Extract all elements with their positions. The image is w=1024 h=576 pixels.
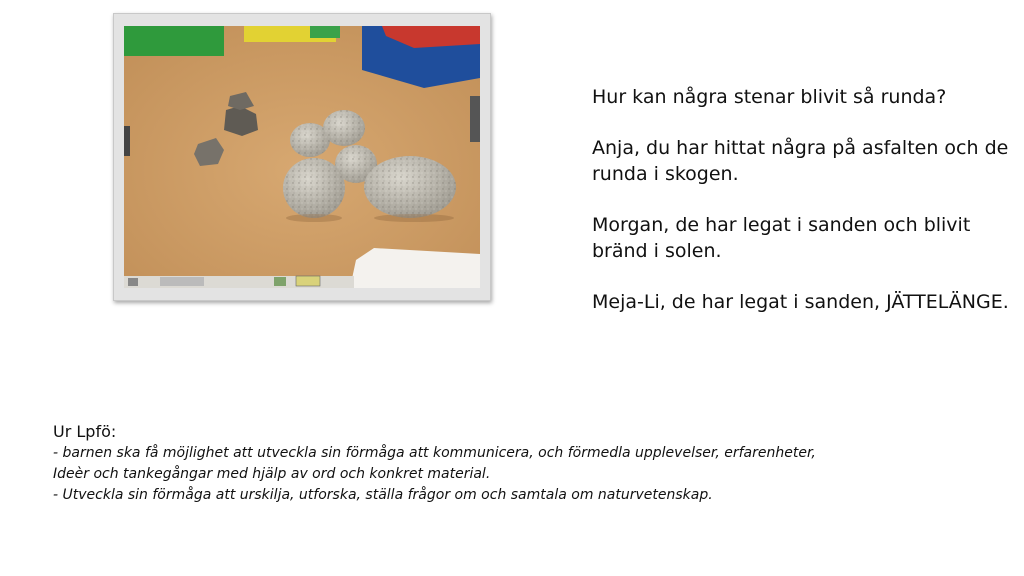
curriculum-goal-1-line-1: - barnen ska få möjlighet att utveckla sin förmåga att kommunicera, och förmedla upplevelser, erfarenheter, [53, 445, 816, 461]
quote-meja-li: Meja-Li, de har legat i sanden, JÄTTELÄNGE. [592, 291, 1009, 313]
curriculum-goal-2: - Utveckla sin förmåga att urskilja, utforska, ställa frågor om och samtala om naturvetenskap. [53, 487, 713, 503]
curriculum-heading: Ur Lpfö: [53, 422, 117, 441]
children-quotes [592, 84, 1012, 340]
curriculum-goal-1-line-2: Ideèr och tankegångar med hjälp av ord och konkret material. [53, 466, 491, 482]
quote-anja: Anja, du har hittat några på asfalten och de runda i skogen. [592, 137, 1009, 185]
quote-morgan: Morgan, de har legat i sanden och blivit bränd i solen. [592, 214, 971, 262]
stones-photo [113, 13, 491, 301]
question-text: Hur kan några stenar blivit så runda? [592, 86, 947, 108]
stones-photo-image [124, 26, 480, 288]
curriculum-section [53, 421, 1013, 506]
